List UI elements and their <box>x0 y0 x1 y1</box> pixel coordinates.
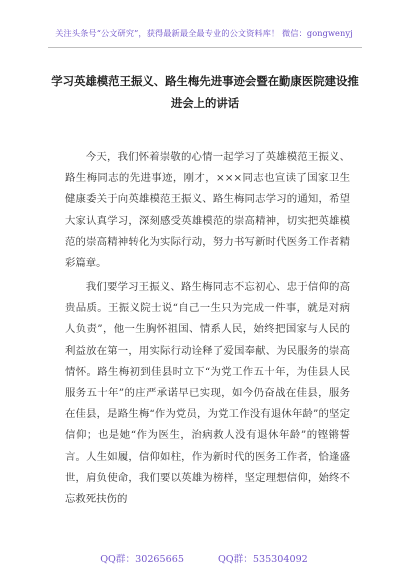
footer-qq-groups <box>0 551 408 565</box>
footer-qq-left: QQ群：30265665 <box>100 554 184 565</box>
header-promo-note: 关注头条号“公文研究”，获得最新最全最专业的公文资料库！ 微信：gongwenyj <box>55 28 353 38</box>
footer-qq-right: QQ群：535304092 <box>217 554 308 565</box>
paragraph-text: 今天，我们怀着崇敬的心情一起学习了英雄模范王振义、路生梅同志的先进事迹，刚才，×××同志也宣读了国家卫生健康委关于向英雄模范王振义、路生梅同志学习的通知，希望大家认真学习，深刻感受英雄模范的崇高精神，切实把英雄模范的崇高精神转化为实际行动，努力书写新时代医务工作者精彩篇章。 <box>65 151 350 270</box>
body-paragraph-1 <box>65 147 350 274</box>
document-title: 学习英雄模范王振义、路生梅先进事迹会暨在勤康医院建设推进会上的讲话 <box>51 74 359 110</box>
body-paragraph-2 <box>65 277 350 510</box>
header-divider <box>48 47 362 48</box>
paragraph-text: 我们要学习王振义、路生梅同志不忘初心、忠于信仰的高贵品质。王振义院士说“自己一生只为完成一件事，就是对病人负责”，他一生胸怀祖国、情系人民，始终把国家与人民的利益放在第一，用实际行动诠释了爱国奉献、为民服务的崇高情怀。路生梅初到佳县时立下“为党工作五十年，为佳县人民服务五十年”的庄严承诺早已实现，如今仍奋战在佳县，服务在佳县，是路生梅“作为党员，为党工作没有退休年龄”的坚定信仰；也是她“作为医生，治病救人没有退休年龄”的铿锵誓言。人生如履，信仰如柱，作为新时代的医务工作者，恰逢盛世，肩负使命，我们要以英雄为榜样，坚定理想信仰，始终不忘救死扶伤的 <box>65 281 350 506</box>
